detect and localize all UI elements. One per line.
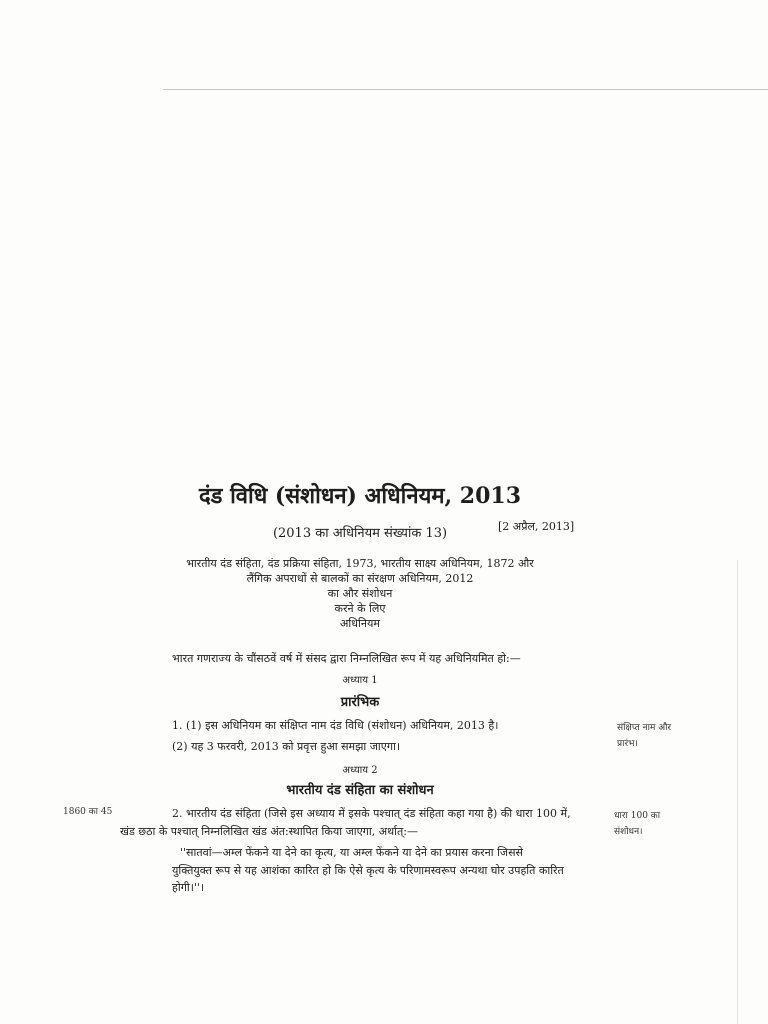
enacting-formula: भारत गणराज्य के चौंसठवें वर्ष में संसद द्वारा निम्नलिखित रूप में यह अधिनियमित हो:— [172, 652, 521, 665]
long-title-line: भारतीय दंड संहिता, दंड प्रक्रिया संहिता, 1973, भारतीय साक्ष्य अधिनियम, 1872 और [186, 557, 534, 570]
long-title-line: करने के लिए [334, 602, 386, 615]
margin-note-section-100 [614, 808, 660, 840]
act-title: दंड विधि (संशोधन) अधिनियम, 2013 [198, 483, 522, 509]
chapter-2-heading: भारतीय दंड संहिता का संशोधन [286, 783, 434, 798]
left-margin-note: 1860 का 45 [63, 807, 113, 817]
quoted-clause-line: ''सातवां—अम्ल फेंकने या देने का कृत्य, या अम्ल फेंकने या देने का प्रयास करना जिससे [180, 846, 523, 859]
section-1-2: (2) यह 3 फरवरी, 2013 को प्रवृत्त हुआ समझा जाएगा। [172, 740, 401, 753]
act-date: [2 अप्रैल, 2013] [498, 520, 575, 533]
margin-note-line: प्रारंभ। [617, 739, 638, 749]
act-number: (2013 का अधिनियम संख्यांक 13) [272, 526, 448, 541]
chapter-1-heading: प्रारंभिक [340, 695, 380, 710]
section-2-line: 2. भारतीय दंड संहिता (जिसे इस अध्याय में इसके पश्चात् दंड संहिता कहा गया है) की धारा 100 में, [172, 807, 571, 820]
margin-note-line: धारा 100 का [614, 811, 661, 821]
margin-note-line: संक्षिप्त नाम और [617, 723, 672, 733]
margin-note-line: संशोधन। [614, 827, 643, 837]
quoted-clause-line: युक्तियुक्त रूप से यह आशंका कारित हो कि ऐसे कृत्य के परिणामस्वरूप अन्यथा घोर उपहति कारित [172, 864, 564, 877]
section-2-line: खंड छठा के पश्चात् निम्नलिखित खंड अंत:स्थापित किया जाएगा, अर्थात्:— [120, 825, 418, 838]
section-1-1: 1. (1) इस अधिनियम का संक्षिप्त नाम दंड विधि (संशोधन) अधिनियम, 2013 है। [172, 719, 499, 732]
chapter-2-label: अध्याय 2 [342, 765, 378, 776]
long-title [130, 556, 590, 631]
margin-note-short-title [617, 720, 671, 752]
quoted-clause-line: होगी।''। [172, 881, 205, 894]
long-title-line: लैंगिक अपराधों से बालकों का संरक्षण अधिनियम, 2012 [246, 572, 474, 585]
long-title-line: का और संशोधन [327, 587, 393, 600]
page-edge-line [737, 560, 738, 1024]
chapter-1-label: अध्याय 1 [342, 675, 378, 686]
header-rule [163, 89, 768, 90]
long-title-line: अधिनियम [340, 617, 380, 630]
